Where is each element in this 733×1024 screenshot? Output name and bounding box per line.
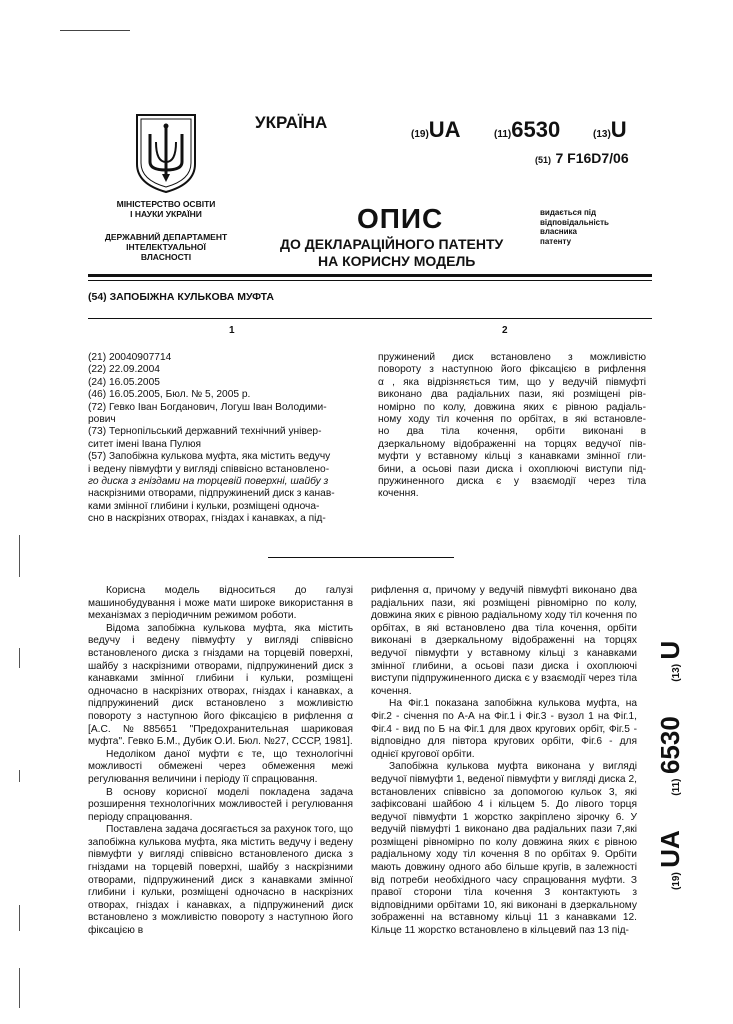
claim-line-1: пружинений диск встановлено з можливістю <box>378 352 646 363</box>
code-19 <box>411 117 461 143</box>
column-number-right: 2 <box>502 325 508 336</box>
code-19-label: (19) <box>411 129 429 140</box>
ministry-block <box>96 199 236 219</box>
claim-line-7: но два тіла кочення, орбіти виконані в <box>378 426 646 438</box>
field-72-a: (72) Гевко Іван Богданович, Логуш Іван Володими- <box>88 401 327 413</box>
issuance-note <box>540 208 609 246</box>
paragraph: Запобіжна кулькова муфта виконана у вигляді ведучої півмуфти 1, веденої півмуфти у вигляді диска 2, встановлених співвісно за допомогою кульок 3, які зафіксовані шайбою 4 і кільцем 5. До лівого торця ведучої півмуфти 1 жорстко закріплено зірочку 6. У ведучій півмуфті 1 виконано два радіальних пази 7,які розміщені рівномірно по колу довжина яких є рівною радіальному ходу тіл кочення 8 по орбітах 9. Орбіти мають довжину одного або більше кругів, в залежності від потреби необхідного часу спрацювання муфти. З правої сторони тіла кочення 3 контактують з відповідними орбітами 10, які виконані в дзеркальному зображенні на вставному кільці 11 з канавками 12. Кільце 11 жорстко встановлено в кільцевий паз 13 під- <box>371 761 637 937</box>
claim-line-3: α , яка відрізняється тим, що у ведучій півмуфті <box>378 376 646 388</box>
claims-end-rule <box>268 557 454 558</box>
margin-mark <box>19 770 20 782</box>
margin-mark <box>19 648 20 668</box>
field-57-f: сно в наскрізних отворах, гніздах і канавках, а під- <box>88 513 326 525</box>
invention-title: (54) ЗАПОБІЖНА КУЛЬКОВА МУФТА <box>88 291 274 303</box>
field-46: (46) 16.05.2005, Бюл. № 5, 2005 р. <box>88 389 251 401</box>
department-line2: ІНТЕЛЕКТУАЛЬНОЇ <box>126 242 206 252</box>
claim-line-12: кочення. <box>378 488 419 500</box>
claim-line-11: пружиненного диска є у взаємодії через тіла <box>378 476 646 488</box>
department-line3: ВЛАСНОСТІ <box>140 252 192 262</box>
ipc-label: (51) <box>535 155 552 165</box>
issuance-note-line2: відповідальність <box>540 217 609 227</box>
code-13 <box>593 117 627 143</box>
description-left-column <box>88 585 353 938</box>
claim-line-6: ному ходу тіл кочення по орбітах, в які встановле- <box>378 414 646 426</box>
description-right-column <box>371 585 637 938</box>
margin-mark <box>19 968 20 1008</box>
side-code-ua: UA <box>655 830 685 868</box>
issuance-note-line3: власника <box>540 227 577 236</box>
ministry-line1: МІНІСТЕРСТВО ОСВІТИ <box>116 199 216 209</box>
code-13-label: (13) <box>593 129 611 140</box>
ipc-code <box>535 150 629 168</box>
field-21: (21) 20040907714 <box>88 352 172 363</box>
claim-line-9: муфти у вставному кільці з канавками змінної гли- <box>378 451 646 463</box>
document-subtitle-2: НА КОРИСНУ МОДЕЛЬ <box>318 253 476 269</box>
paragraph: Недоліком даної муфти є те, що технологічні можливості обмежені через обмеження межі регулювання величини і періоду її спрацювання. <box>88 748 353 785</box>
field-57-b: і ведену півмуфти у вигляді співвісно встановлено- <box>88 463 330 475</box>
code-11-label: (11) <box>494 129 512 140</box>
ipc-value: 7 F16D7/06 <box>555 150 629 166</box>
document-title: ОПИС <box>357 203 444 234</box>
margin-mark <box>19 535 20 577</box>
field-57-a: (57) Запобіжна кулькова муфта, яка містить ведучу <box>88 451 331 463</box>
column-number-left: 1 <box>229 325 235 336</box>
field-72-b: рович <box>88 414 116 426</box>
claim-continuation <box>378 352 646 501</box>
field-73-b: ситет імені Івана Пулюя <box>88 438 202 450</box>
claim-line-5: номірно по колу, довжина яких є рівною радіаль- <box>378 401 646 413</box>
paragraph: Поставлена задача досягається за рахунок того, що запобіжна кулькова муфта, яка містить ведучу і ведену півмуфти у вигляді співвісно встановленого диска з гніздами на торцевій поверхні, шайбу з наскрізними отворами, підпружинений диск з канавками змінної глибини і кульки, розміщені одночасно в наскрізних отворах, гніздах і канавках, а підпружинений диск встановлено з можливістю повороту з наступною його фіксацією в <box>88 824 353 937</box>
issuance-note-line4: патенту <box>540 236 572 246</box>
claim-line-2: повороту з наступною його фіксацією в рифлення <box>378 364 646 376</box>
paragraph: Відома запобіжна кулькова муфта, яка містить ведучу і ведену півмуфту у вигляді співвісно встановленого диска з гніздами на торцевій поверхні, шайбу з наскрізними отворами, підпружинений диск з канавками змінної глибини і кульки, розміщені одночасно в наскрізних отворах, гніздах і канавках, а підпружинений диск встановлено з можливістю повороту з наступною його фіксацією в рифлення α [А.С. №885651 "Предохранительная шариковая муфта". Гевко Б.М., Дубик О.И. Бюл. №27, СССР, 1981]. <box>88 622 353 748</box>
field-73-a: (73) Тернопільський державний технічний універ- <box>88 426 322 438</box>
field-57-c: го диска з гніздами на торцевій поверхні, шайбу з <box>88 476 329 488</box>
side-code-13: (13) <box>671 663 682 682</box>
field-57-e: ками змінної глибини і кульки, розміщені одноча- <box>88 500 320 512</box>
side-code-11: (11) <box>671 778 682 796</box>
paragraph: На Фіг.1 показана запобіжна кулькова муфта, на Фіг.2 - січення по А-А на Фіг.1 і Фіг.3 - вузол 1 на Фіг.1, Фіг.4 - вид по Б на Фіг.1 для двох кругових орбіт, Фіг.5 - відповідно для півтора кругових орбіти, Фіг.6 - для однієї кругової орбіти. <box>371 698 637 760</box>
claim-line-4: виконано два радіальних пази, які розміщені рів- <box>378 389 646 401</box>
margin-mark <box>19 905 20 931</box>
paragraph: В основу корисної моделі покладена задача розширення технологічних можливостей і регулювання періоду спрацювання. <box>88 786 353 823</box>
code-11-value: 6530 <box>511 117 561 142</box>
side-code-number: 6530 <box>655 716 685 775</box>
code-11 <box>494 117 560 143</box>
header-rule-thick <box>88 274 652 277</box>
paragraph: Корисна модель відноситься до галузі машинобудування і може мати широке використання в механізмах з періодичним режимом роботи. <box>88 585 353 622</box>
side-code-19: (19) <box>671 872 682 890</box>
department-line1: ДЕРЖАВНИЙ ДЕПАРТАМЕНТ <box>104 232 228 242</box>
side-code-u: U <box>655 640 685 660</box>
ministry-line2: І НАУКИ УКРАЇНИ <box>130 209 202 219</box>
code-19-value: UA <box>428 117 461 142</box>
field-57-d: наскрізними отворами, підпружинений диск з канав- <box>88 488 335 500</box>
code-13-value: U <box>610 117 627 142</box>
coat-of-arms-icon <box>134 112 198 194</box>
field-22: (22) 22.09.2004 <box>88 364 160 376</box>
scan-mark <box>60 30 130 31</box>
claim-line-8: дзеркальному відображенні на торцях ведучої пів- <box>378 438 646 450</box>
country-name: УКРАЇНА <box>255 113 328 132</box>
side-document-code <box>655 641 686 890</box>
header-rule-thin <box>88 280 652 281</box>
document-subtitle-1: ДО ДЕКЛАРАЦІЙНОГО ПАТЕНТУ <box>280 236 504 252</box>
issuance-note-line1: видається під <box>540 208 597 217</box>
field-24: (24) 16.05.2005 <box>88 376 160 388</box>
bibliographic-data <box>88 352 368 526</box>
paragraph: рифлення α, причому у ведучій півмуфті виконано два радіальних пази, які розміщені рівномірно по колу, довжина яких є рівною радіальному ходу тіл кочення по орбітах, в які встановлено два тіла кочення, орбіти виконані в дзеркальному відображенні на торцях ведучої півмуфти у вставному кільці з канавками змінної глибини, а осьові пази диска і охоплюючі виступи підпружиненного диска є у взаємодії через тіла кочення. <box>371 585 637 697</box>
department-block <box>90 232 242 262</box>
title-rule <box>88 318 652 319</box>
claim-line-10: бини, а осьові пази диска і охоплюючі виступи під- <box>378 463 646 475</box>
